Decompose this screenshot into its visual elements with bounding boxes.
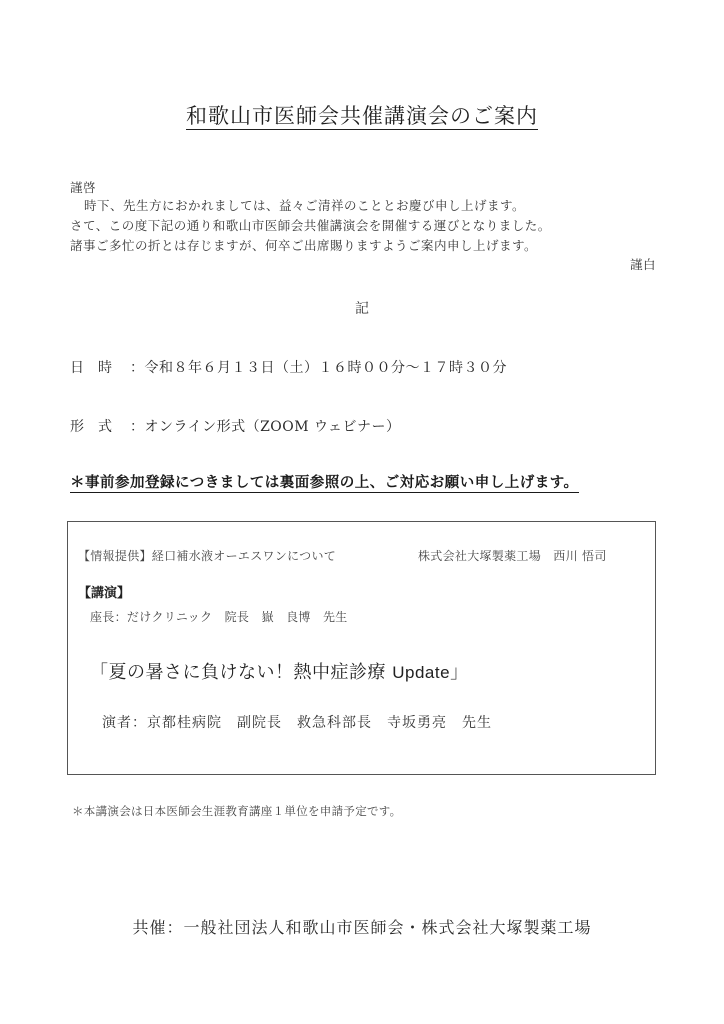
registration-notice xyxy=(70,471,579,492)
greeting: 謹啓 xyxy=(70,180,97,195)
lecture-label: 【講演】 xyxy=(78,586,131,601)
closing: 謹白 xyxy=(629,257,656,272)
lecture-title-jp: 「夏の暑さに負けない！熱中症診療 xyxy=(90,662,393,683)
program-box xyxy=(67,521,656,775)
document-title-text: 和歌山市医師会共催講演会のご案内 xyxy=(186,104,538,128)
info-provision-label: 【情報提供】経口補水液オーエスワンについて xyxy=(78,549,337,563)
date-label: 日 時 xyxy=(70,360,112,376)
lecture-title-end: 」 xyxy=(450,662,469,683)
date-row xyxy=(70,357,507,377)
info-provision-company: 株式会社大塚製薬工場 西川 悟司 xyxy=(418,549,607,563)
speaker-row: 演者：京都桂病院 副院長 救急科部長 寺坂勇亮 先生 xyxy=(102,715,492,731)
format-row xyxy=(70,416,401,436)
lecture-title-latin: Update xyxy=(392,663,451,682)
lecture-title xyxy=(90,658,469,684)
body-line-1: 時下、先生方におかれましては、益々ご清祥のこととお慶び申し上げます。 xyxy=(84,198,526,213)
format-value: ：オンライン形式（ZOOM ウェビナー） xyxy=(130,419,401,435)
sponsor: 共催：一般社団法人和歌山市医師会・株式会社大塚製薬工場 xyxy=(132,918,592,937)
body-line-2: さて、この度下記の通り和歌山市医師会共催講演会を開催する運びとなりました。 xyxy=(70,218,551,233)
ki-heading: 記 xyxy=(355,301,369,317)
document-title xyxy=(0,100,724,130)
registration-notice-text: ＊事前参加登録につきましては裏面参照の上、ご対応お願い申し上げます。 xyxy=(70,474,579,491)
date-value: ：令和８年６月１３日（土）１６時００分～１７時３０分 xyxy=(130,360,507,376)
body-line-3: 諸事ご多忙の折とは存じますが、何卒ご出席賜りますようご案内申し上げます。 xyxy=(70,238,538,253)
chair-row: 座長：だけクリニック 院長 嶽 良博 先生 xyxy=(90,610,348,624)
format-label: 形 式 xyxy=(70,419,112,435)
footnote: ＊本講演会は日本医師会生涯教育講座１単位を申請予定です。 xyxy=(72,804,402,818)
